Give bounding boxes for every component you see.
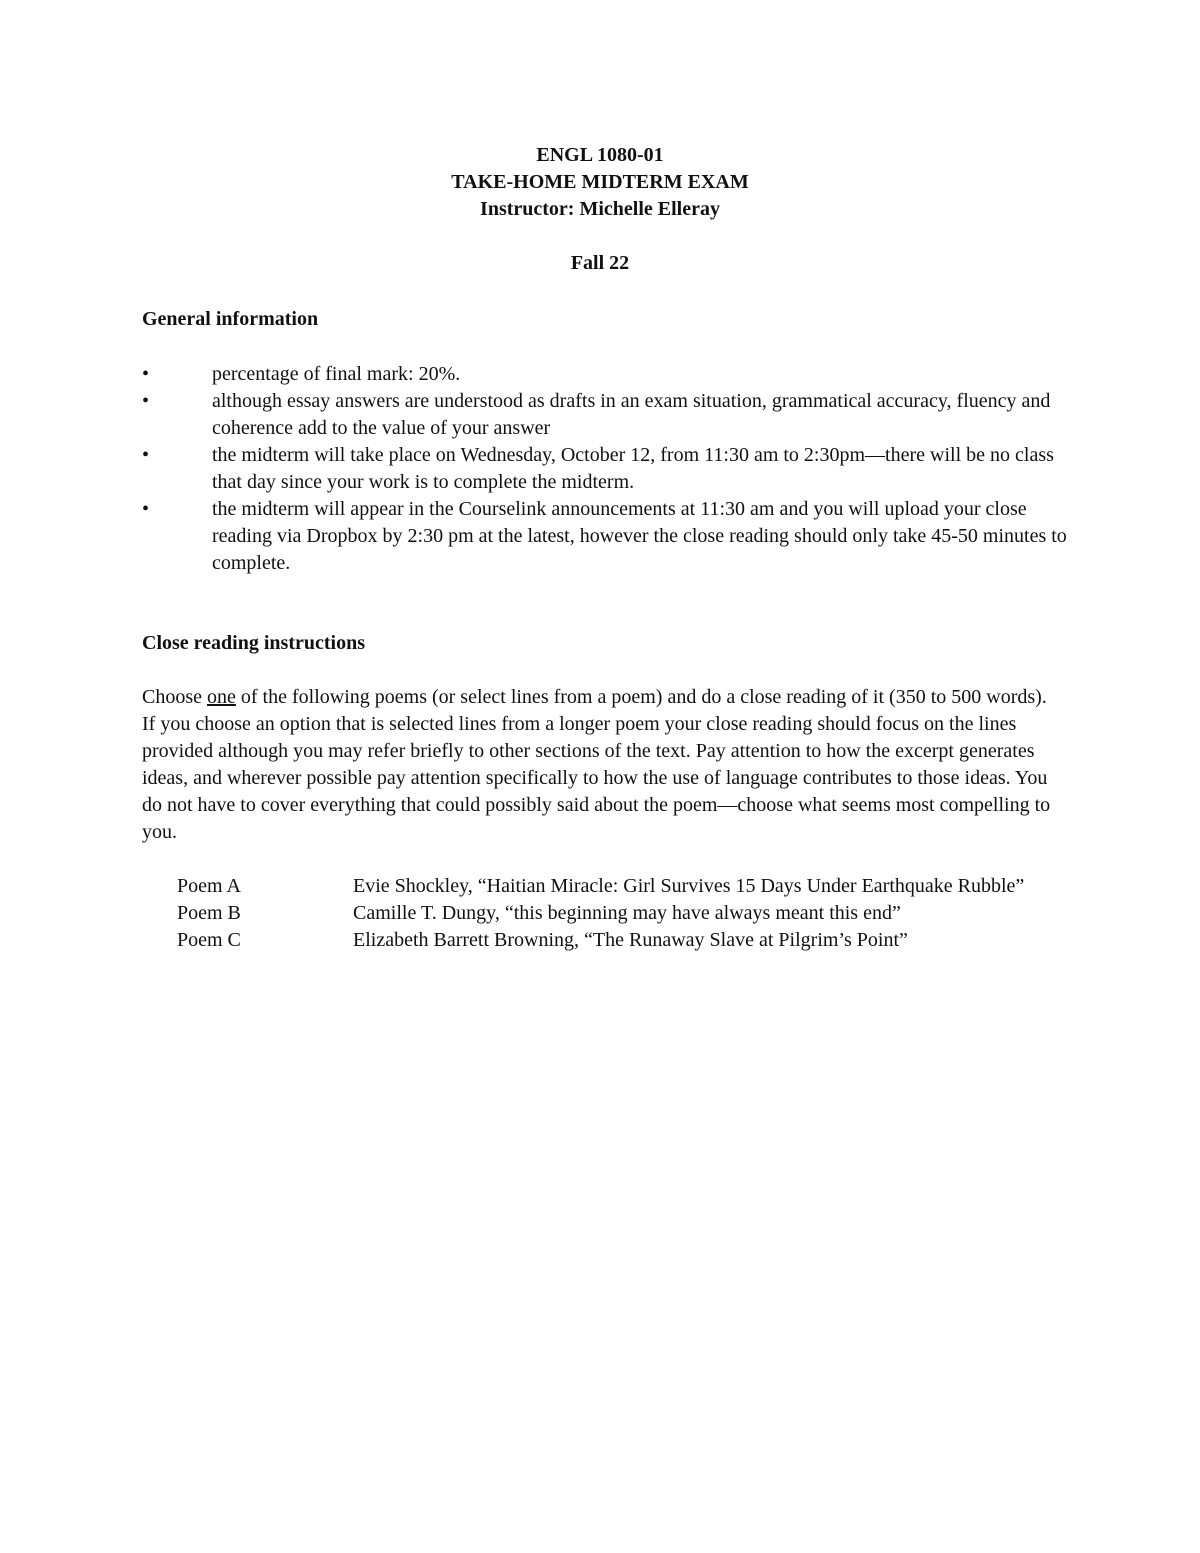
list-item-text: the midterm will take place on Wednesday, October 12, from 11:30 am to 2:30pm—there will be no class that day since your work is to complete the midterm. [212, 444, 1054, 493]
poem-title: Camille T. Dungy, “this beginning may have always meant this end” [353, 902, 901, 924]
poem-list [177, 873, 1057, 954]
list-item [142, 442, 1072, 496]
poem-row-b [177, 900, 1057, 927]
instructions-prefix: Choose [142, 686, 207, 708]
list-item [142, 496, 1072, 577]
list-item-text: although essay answers are understood as drafts in an exam situation, grammatical accuracy, fluency and coherence add to the value of your answer [212, 390, 1051, 439]
list-item [142, 388, 1072, 442]
list-item-text: percentage of final mark: 20%. [212, 363, 461, 385]
bullet-marker: • [142, 444, 150, 466]
poem-title: Evie Shockley, “Haitian Miracle: Girl Survives 15 Days Under Earthquake Rubble” [353, 875, 1025, 897]
exam-title: TAKE-HOME MIDTERM EXAM [451, 171, 749, 193]
bullet-marker: • [142, 363, 150, 385]
poem-row-a [177, 873, 1057, 900]
course-code: ENGL 1080-01 [536, 144, 664, 166]
close-reading-instructions [142, 684, 1062, 846]
general-info-heading: General information [142, 308, 319, 330]
instructor-line: Instructor: Michelle Elleray [480, 198, 720, 220]
term-line: Fall 22 [570, 252, 630, 274]
bullet-marker: • [142, 390, 150, 412]
document-header [0, 142, 1200, 277]
poem-row-c [177, 927, 1057, 954]
list-item-text: the midterm will appear in the Courselink announcements at 11:30 am and you will upload your close reading via Dropbox by 2:30 pm at the latest, however the close reading should only take 45-50 minutes to complete. [212, 498, 1067, 574]
poem-label: Poem A [177, 875, 241, 897]
close-reading-heading: Close reading instructions [142, 632, 365, 654]
poem-title: Elizabeth Barrett Browning, “The Runaway Slave at Pilgrim’s Point” [353, 929, 908, 951]
instructions-emphasis: one [207, 686, 236, 708]
list-item [142, 361, 1072, 388]
instructions-body: of the following poems (or select lines from a poem) and do a close reading of it (350 to 500 words). If you choose an option that is selected lines from a longer poem your close reading should focus on the lines provided although you may refer briefly to other sections of the text. Pay attention to how the excerpt generates ideas, and wherever possible pay attention specifically to how the use of language contributes to those ideas. You do not have to cover everything that could possibly said about the poem—choose what seems most compelling to you. [142, 686, 1051, 843]
poem-label: Poem B [177, 902, 241, 924]
bullet-marker: • [142, 498, 150, 520]
poem-label: Poem C [177, 929, 241, 951]
general-info-list [142, 361, 1072, 577]
